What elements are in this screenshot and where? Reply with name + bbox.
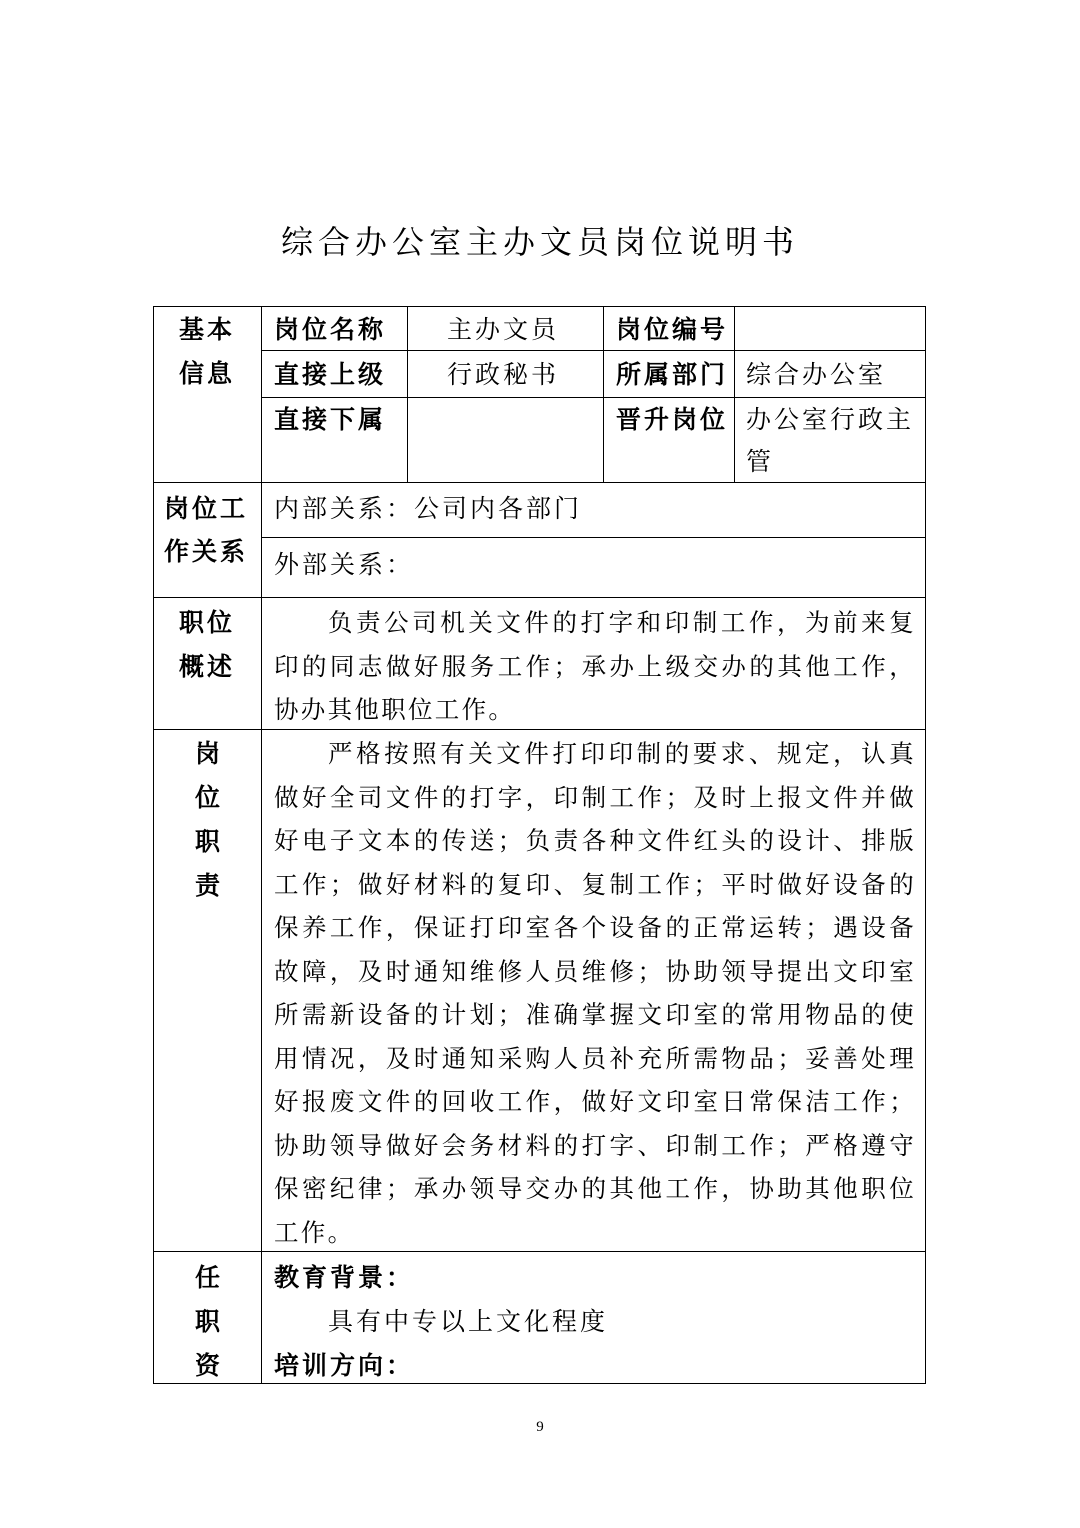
position-name-label: 岗位名称	[274, 315, 387, 344]
duties-label: 责	[195, 871, 225, 900]
summary-label: 概述	[179, 652, 236, 681]
training-label: 培训方向：	[274, 1351, 415, 1380]
relations-label: 岗位工	[164, 494, 249, 523]
table-divider	[261, 537, 926, 538]
table-divider	[407, 306, 408, 482]
page-number: 9	[536, 1419, 544, 1435]
basic-info-label: 基本	[179, 315, 236, 344]
department-label: 所属部门	[616, 360, 729, 389]
education-value: 具有中专以上文化程度	[328, 1307, 609, 1336]
basic-info-label: 信息	[179, 359, 236, 388]
table-divider	[734, 306, 735, 482]
promotion-label: 晋升岗位	[616, 405, 729, 434]
education-label: 教育背景：	[274, 1263, 415, 1292]
duties-text: 严格按照有关文件打印印制的要求、规定，认真做好全司文件的打字，印制工作；及时上报文件并做好电子文本的传送；负责各种文件红头的设计、排版工作；做好材料的复印、复制工作；平时做好设备的保养工作，保证打印室各个设备的正常运转；遇设备故障，及时通知维修人员维修；协助领导提出文印室所需新设备的计划；准确掌握文印室的常用物品的使用情况，及时通知采购人员补充所需物品；妥善处理好报废文件的回收工作，做好文印室日常保洁工作；协助领导做好会务材料的打字、印制工作；严格遵守保密纪律；承办领导交办的其他工作，协助其他职位工作。	[274, 739, 916, 1247]
qualifications-label: 任	[195, 1263, 225, 1292]
promotion-value: 办公室行政主	[746, 405, 915, 434]
duties-label: 岗	[195, 739, 225, 768]
page-title: 综合办公室主办文员岗位说明书	[280, 223, 799, 261]
table-divider	[153, 597, 926, 598]
summary-label: 职位	[179, 608, 236, 637]
table-divider	[603, 306, 604, 482]
qualifications-label: 资	[195, 1351, 225, 1380]
external-relations: 外部关系：	[274, 550, 415, 579]
table-divider	[261, 306, 262, 1384]
qualifications-label: 职	[195, 1307, 225, 1336]
position-code-label: 岗位编号	[616, 315, 729, 344]
promotion-value: 管	[746, 447, 775, 476]
direct-subordinate-label: 直接下属	[274, 405, 387, 434]
duties-label: 职	[195, 827, 225, 856]
internal-relations: 内部关系：公司内各部门	[274, 494, 583, 523]
position-name-value: 主办文员	[447, 315, 560, 344]
duties-label: 位	[195, 783, 225, 812]
direct-superior-label: 直接上级	[274, 360, 387, 389]
department-value: 综合办公室	[746, 360, 887, 389]
relations-label: 作关系	[164, 537, 249, 566]
direct-superior-value: 行政秘书	[447, 360, 560, 389]
table-divider	[153, 482, 926, 483]
summary-text: 负责公司机关文件的打字和印制工作，为前来复印的同志做好服务工作；承办上级交办的其他工作，协办其他职位工作。	[274, 608, 916, 724]
